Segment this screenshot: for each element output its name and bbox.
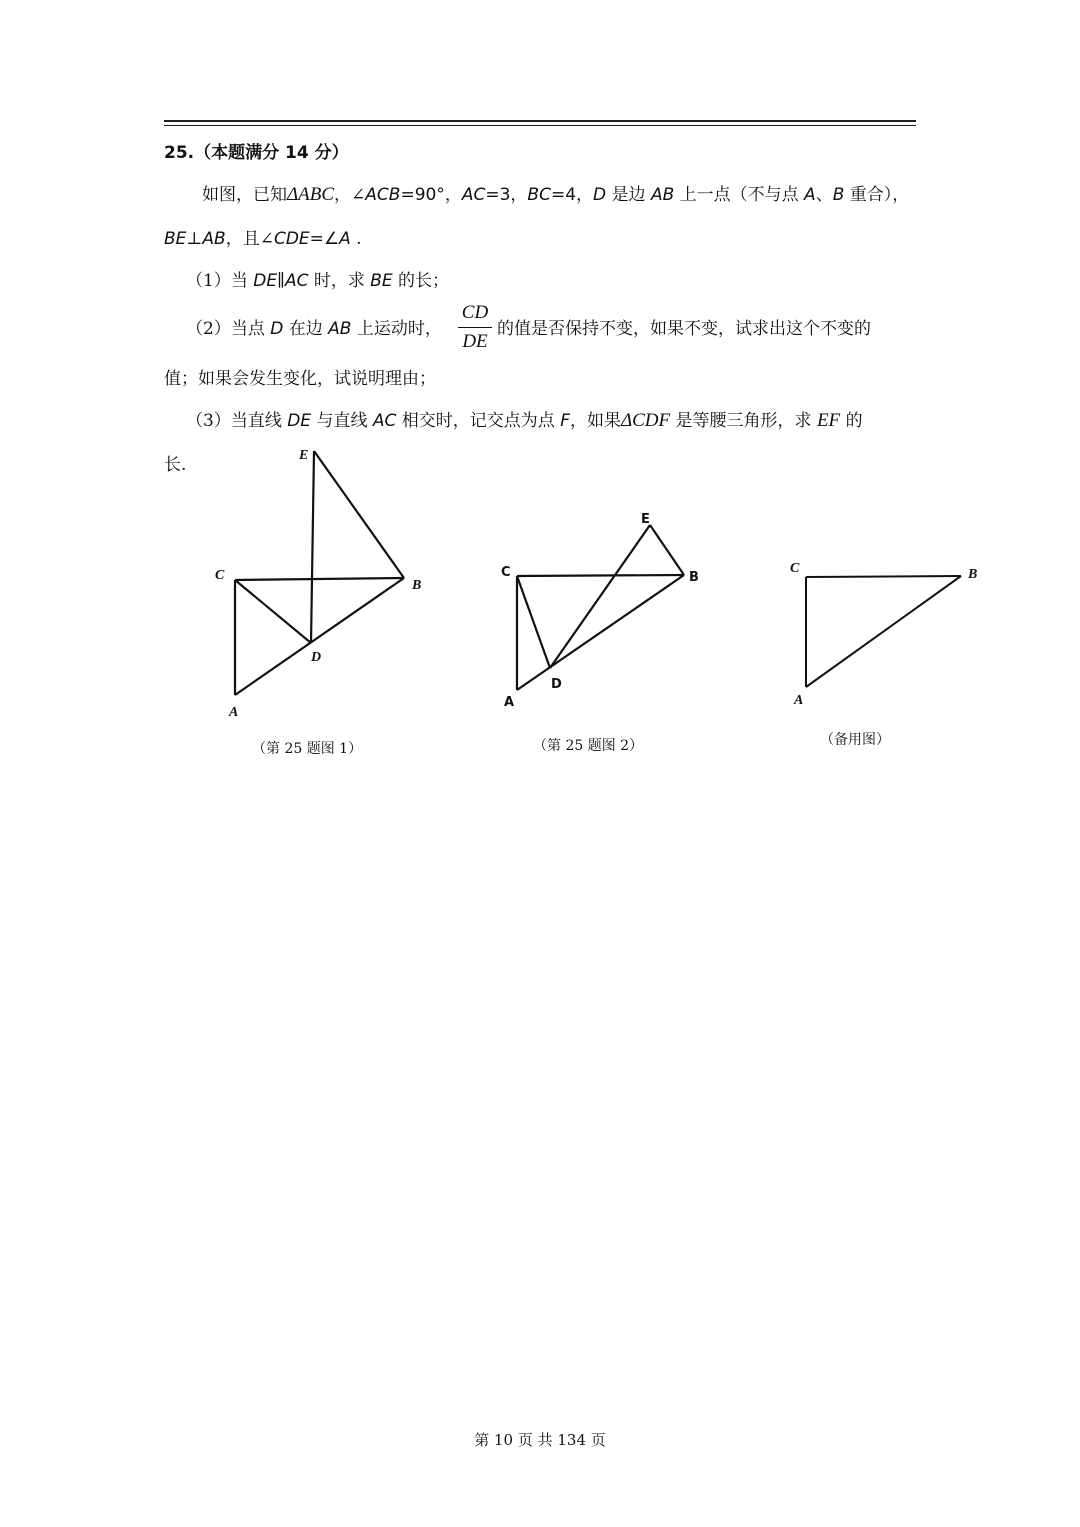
text: . (350, 229, 362, 249)
figure-3 (806, 576, 961, 687)
question-2-continued: 的值是否保持不变，如果不变，试求出这个不变的 (497, 319, 871, 339)
text: （3）当直线 (186, 411, 288, 431)
var: BC (527, 185, 551, 205)
text: 重合）， (844, 185, 910, 205)
figure-3-caption: （备用图） (820, 732, 890, 748)
var: BE (164, 229, 187, 249)
var: B (832, 185, 845, 205)
text: 是边 (606, 185, 651, 205)
text: ，∠ (334, 185, 366, 205)
var: A (804, 185, 816, 205)
figure-2-caption: （第 25 题图 2） (533, 738, 644, 754)
text: （2）当点 (186, 319, 271, 339)
var: ACB (365, 185, 401, 205)
text: ∥ (277, 271, 285, 291)
var: D (593, 185, 607, 205)
var: AB (202, 229, 226, 249)
segment-ab (235, 578, 404, 695)
segment-eb (650, 525, 684, 575)
text: =3， (485, 185, 528, 205)
segment-ab (806, 576, 961, 687)
var: AC (284, 271, 309, 291)
var: DE (253, 271, 278, 291)
text: 是等腰三角形，求 (670, 411, 817, 431)
triangle-abc: ΔABC (287, 184, 335, 205)
text: =4， (550, 185, 594, 205)
fig3-label-b: B (968, 567, 978, 582)
header-rule-bottom (164, 125, 916, 126)
segment-cb (235, 578, 404, 580)
fig3-label-c: C (790, 561, 800, 576)
fig2-label-b: B (689, 570, 699, 585)
fig3-label-a: A (794, 693, 804, 708)
text: 、 (815, 185, 833, 205)
fig2-label-d: D (551, 677, 562, 692)
fig1-label-e: E (299, 448, 309, 463)
figures-svg (0, 440, 1080, 760)
fig1-label-d: D (311, 650, 322, 665)
fig1-label-a: A (229, 705, 239, 720)
page-footer: 第 10 页 共 134 页 (474, 1431, 606, 1449)
fig2-label-a: A (504, 695, 515, 710)
text: =∠ (309, 229, 340, 249)
segment-cd (517, 576, 550, 668)
text: 的 (840, 411, 863, 431)
var: AC (461, 185, 486, 205)
question-3-line-2: 长. (164, 455, 187, 475)
text: ⊥ (186, 229, 203, 249)
text: =90°， (400, 185, 462, 205)
text: 上运动时， (351, 319, 442, 339)
segment-cb (806, 576, 961, 577)
fig2-label-e: E (641, 512, 650, 527)
question-2 (186, 318, 442, 340)
problem-intro-line-2 (164, 228, 362, 250)
problem-intro-line (202, 184, 909, 206)
text: 的长； (392, 271, 450, 291)
segment-ef: EF (816, 410, 841, 431)
triangle-cdf: ΔCDF (620, 410, 671, 431)
header-rule-top (164, 120, 916, 122)
question-2-line-2: 值；如果会发生变化，试说明理由； (164, 369, 436, 389)
fig1-label-c: C (215, 568, 225, 583)
text: ，如果 (569, 411, 621, 431)
segment-eb (314, 451, 404, 578)
problem-header: 25.（本题满分 14 分） (164, 143, 349, 163)
text: 时，求 (308, 271, 371, 291)
segment-de (311, 451, 314, 643)
var: CDE (273, 229, 310, 249)
figure-2 (517, 525, 684, 690)
text: （1）当 (186, 271, 254, 291)
segment-de (550, 525, 650, 668)
segment-cd (235, 580, 311, 643)
var: AB (328, 319, 352, 339)
text: 相交时，记交点为点 (396, 411, 561, 431)
text: 在边 (283, 319, 329, 339)
text: 上一点（不与点 (674, 185, 805, 205)
text: ，且∠ (225, 229, 274, 249)
fig1-label-b: B (412, 578, 422, 593)
var: AC (372, 411, 397, 431)
var: A (339, 229, 351, 249)
fraction-bar (458, 327, 492, 328)
var: BE (370, 271, 393, 291)
segment-cb (517, 575, 684, 576)
question-1 (186, 270, 449, 292)
var: AB (650, 185, 675, 205)
fraction-cd-de (458, 302, 492, 353)
var: DE (287, 411, 312, 431)
text: 与直线 (311, 411, 373, 431)
fig2-label-c: C (501, 565, 511, 580)
question-3 (186, 410, 863, 432)
fraction-numerator: CD (461, 302, 489, 323)
var: F (560, 411, 570, 431)
var: D (270, 319, 284, 339)
fraction-denominator: DE (462, 331, 488, 352)
figure-1-caption: （第 25 题图 1） (252, 741, 363, 757)
segment-ab (517, 575, 684, 690)
text: 如图，已知 (202, 185, 287, 205)
